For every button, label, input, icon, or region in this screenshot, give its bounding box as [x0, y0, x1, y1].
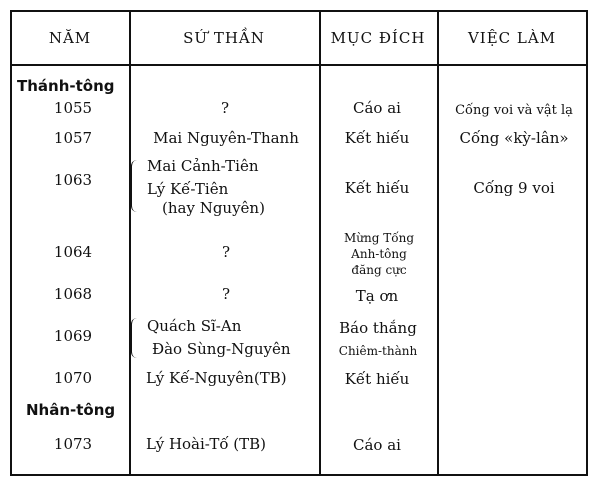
envoy-cell: ? [221, 243, 231, 261]
envoy-cell: Lý Kế-Tiên [147, 180, 229, 198]
year-cell: 1069 [53, 327, 93, 345]
envoy-cell: Mai Nguyên-Thanh [153, 129, 299, 147]
year-cell: 1073 [53, 435, 93, 453]
year-cell: 1055 [53, 99, 93, 117]
work-cell: Cống «kỳ-lân» [459, 129, 569, 147]
envoy-cell: ? [220, 99, 230, 117]
purpose-cell: Tạ ơn [355, 287, 399, 305]
purpose-cell: Chiêm-thành [338, 344, 418, 358]
purpose-cell: Báo thắng [339, 319, 417, 337]
envoy-cell: Đào Sùng-Nguyên [152, 340, 291, 358]
work-cell: Cống 9 voi [473, 179, 555, 197]
purpose-cell: Cáo ai [353, 436, 401, 454]
purpose-cell: Kết hiếu [344, 370, 410, 388]
header-divider [10, 64, 588, 66]
work-cell: Cống voi và vật lạ [455, 103, 573, 118]
column-divider [129, 10, 131, 476]
purpose-cell: Kết hiếu [344, 129, 410, 147]
header-su-than: SỨ THẦN [183, 29, 265, 47]
envoy-brace [131, 318, 138, 358]
header-viec-lam: VIỆC LÀM [467, 29, 557, 47]
envoy-cell: Mai Cảnh-Tiên [147, 157, 259, 175]
envoy-cell: Lý Hoài-Tố (TB) [146, 435, 267, 453]
year-cell: 1068 [53, 285, 93, 303]
section-thanh-tong: Thánh-tông [17, 77, 115, 95]
year-cell: 1070 [53, 369, 93, 387]
envoy-brace [131, 160, 138, 212]
envoy-cell: Lý Kế-Nguyên(TB) [146, 369, 287, 387]
year-cell: 1057 [53, 129, 93, 147]
purpose-cell: Kết hiếu [344, 179, 410, 197]
column-divider [319, 10, 321, 476]
year-cell: 1064 [53, 243, 93, 261]
purpose-cell: Mừng Tống [344, 231, 414, 245]
purpose-cell: Anh-tông [351, 247, 407, 261]
purpose-cell: Cáo ai [353, 99, 401, 117]
header-nam: NĂM [48, 29, 92, 47]
header-muc-dich: MỤC ĐÍCH [330, 29, 426, 47]
year-cell: 1063 [53, 171, 93, 189]
column-divider [437, 10, 439, 476]
section-nhan-tong: Nhân-tông [26, 401, 116, 419]
purpose-cell: đăng cực [351, 263, 407, 277]
envoy-cell: ? [221, 285, 231, 303]
envoy-note: (hay Nguyên) [162, 199, 265, 217]
envoy-cell: Quách Sĩ-An [147, 317, 242, 335]
